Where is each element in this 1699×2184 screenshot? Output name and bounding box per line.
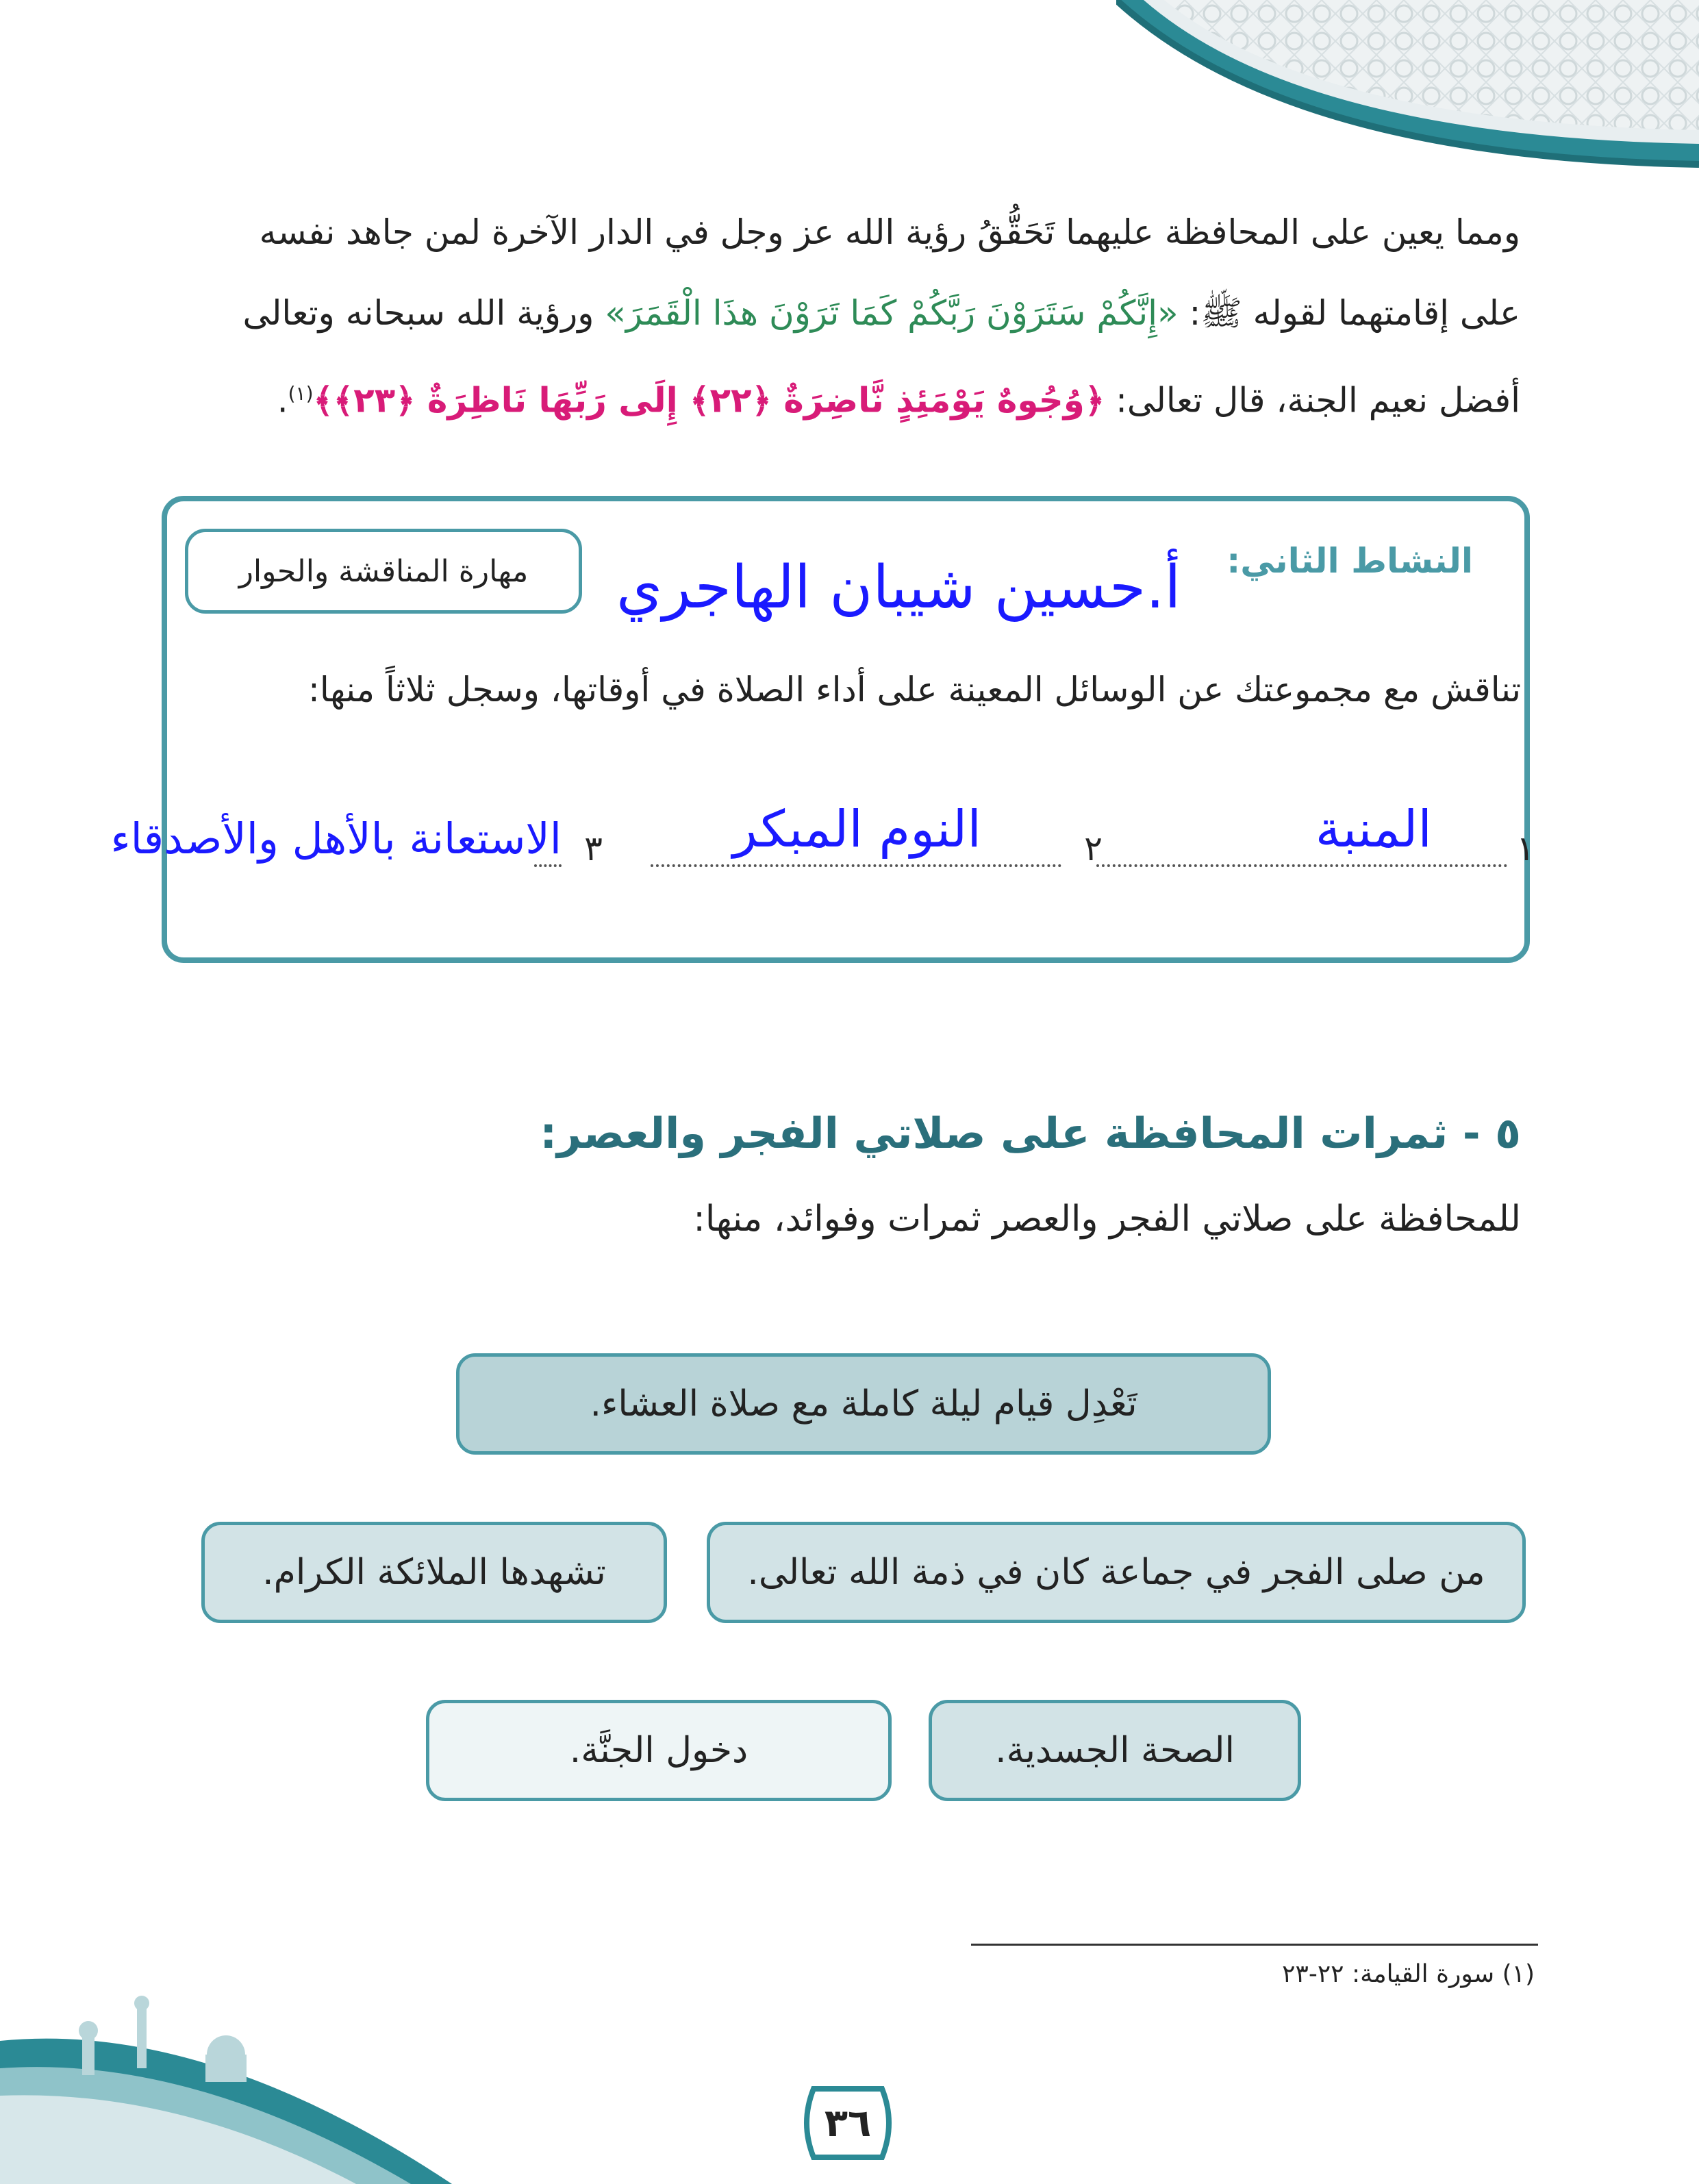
answer-number-2: ٢: [1084, 829, 1103, 868]
benefit-box-4: الصحة الجسدية.: [929, 1700, 1301, 1801]
footnote: (١) سورة القيامة: ٢٢-٢٣: [1282, 1960, 1535, 1988]
skill-badge: مهارة المناقشة والحوار: [185, 529, 582, 614]
answer-text-1: المنبة: [1315, 800, 1432, 859]
answer-item-2: [651, 800, 1103, 877]
intro-line-1: ومما يعين على المحافظة عليهما تَحَقُّقُ رؤية الله عز وجل في الدار الآخرة لمن جاهد نفسه: [259, 212, 1520, 252]
answer-item-1: [1096, 800, 1535, 877]
benefit-box-5: دخول الجنَّة.: [426, 1700, 892, 1801]
activity-title: النشاط الثاني:: [1226, 541, 1473, 581]
quran-verse: ﴿وُجُوهٌ يَوْمَئِذٍ نَّاضِرَةٌ ﴿٢٢﴾ إِلَى رَبِّهَا نَاظِرَةٌ ﴿٢٣﴾﴾: [313, 380, 1105, 421]
intro-line-3-end: .: [277, 380, 288, 421]
benefit-box-1: تَعْدِل قيام ليلة كاملة مع صلاة العشاء.: [456, 1353, 1271, 1455]
section-intro: للمحافظة على صلاتي الفجر والعصر ثمرات وفوائد، منها:: [693, 1198, 1521, 1240]
answer-text-3: الاستعانة بالأهل والأصدقاء: [110, 814, 562, 864]
intro-line-2-end: ورؤية الله سبحانه وتعالى: [242, 293, 605, 333]
answer-number-1: ١: [1516, 829, 1535, 868]
activity-instruction: تناقش مع مجموعتك عن الوسائل المعينة على أداء الصلاة في أوقاتها، وسجل ثلاثاً منها:: [308, 670, 1521, 710]
intro-paragraph: [151, 192, 1520, 434]
page-number: ٣٦: [824, 2100, 872, 2146]
answer-dotted-line-2: [651, 864, 1061, 867]
footnote-ref: (١): [288, 382, 314, 405]
section-heading: ٥ - ثمرات المحافظة على صلاتي الفجر والعصر:: [540, 1108, 1521, 1158]
answer-dotted-line-3: [534, 864, 562, 867]
answer-text-2: النوم المبكر: [733, 800, 981, 859]
answer-item-3: [27, 815, 603, 877]
answer-number-3: ٣: [584, 829, 603, 868]
intro-line-2-start: على إقامتهما لقوله ﷺ:: [1178, 293, 1520, 333]
benefit-box-2: من صلى الفجر في جماعة كان في ذمة الله تعالى.: [707, 1522, 1526, 1623]
hadith-quote: «إِنَّكُمْ سَتَرَوْنَ رَبَّكُمْ كَمَا تَرَوْنَ هذَا الْقَمَرَ»: [605, 293, 1179, 333]
intro-line-3: [151, 353, 1520, 434]
footnote-rule: [971, 1944, 1538, 1946]
answer-dotted-line-1: [1096, 864, 1507, 867]
decorative-corner-bottom: [0, 1959, 493, 2184]
decorative-corner-top: [1116, 0, 1699, 178]
intro-line-3-start: أفضل نعيم الجنة، قال تعالى:: [1105, 380, 1520, 421]
teacher-name: أ.حسين شيبان الهاجري: [616, 553, 1181, 622]
benefit-box-3: تشهدها الملائكة الكرام.: [201, 1522, 667, 1623]
intro-line-2: [151, 273, 1520, 353]
